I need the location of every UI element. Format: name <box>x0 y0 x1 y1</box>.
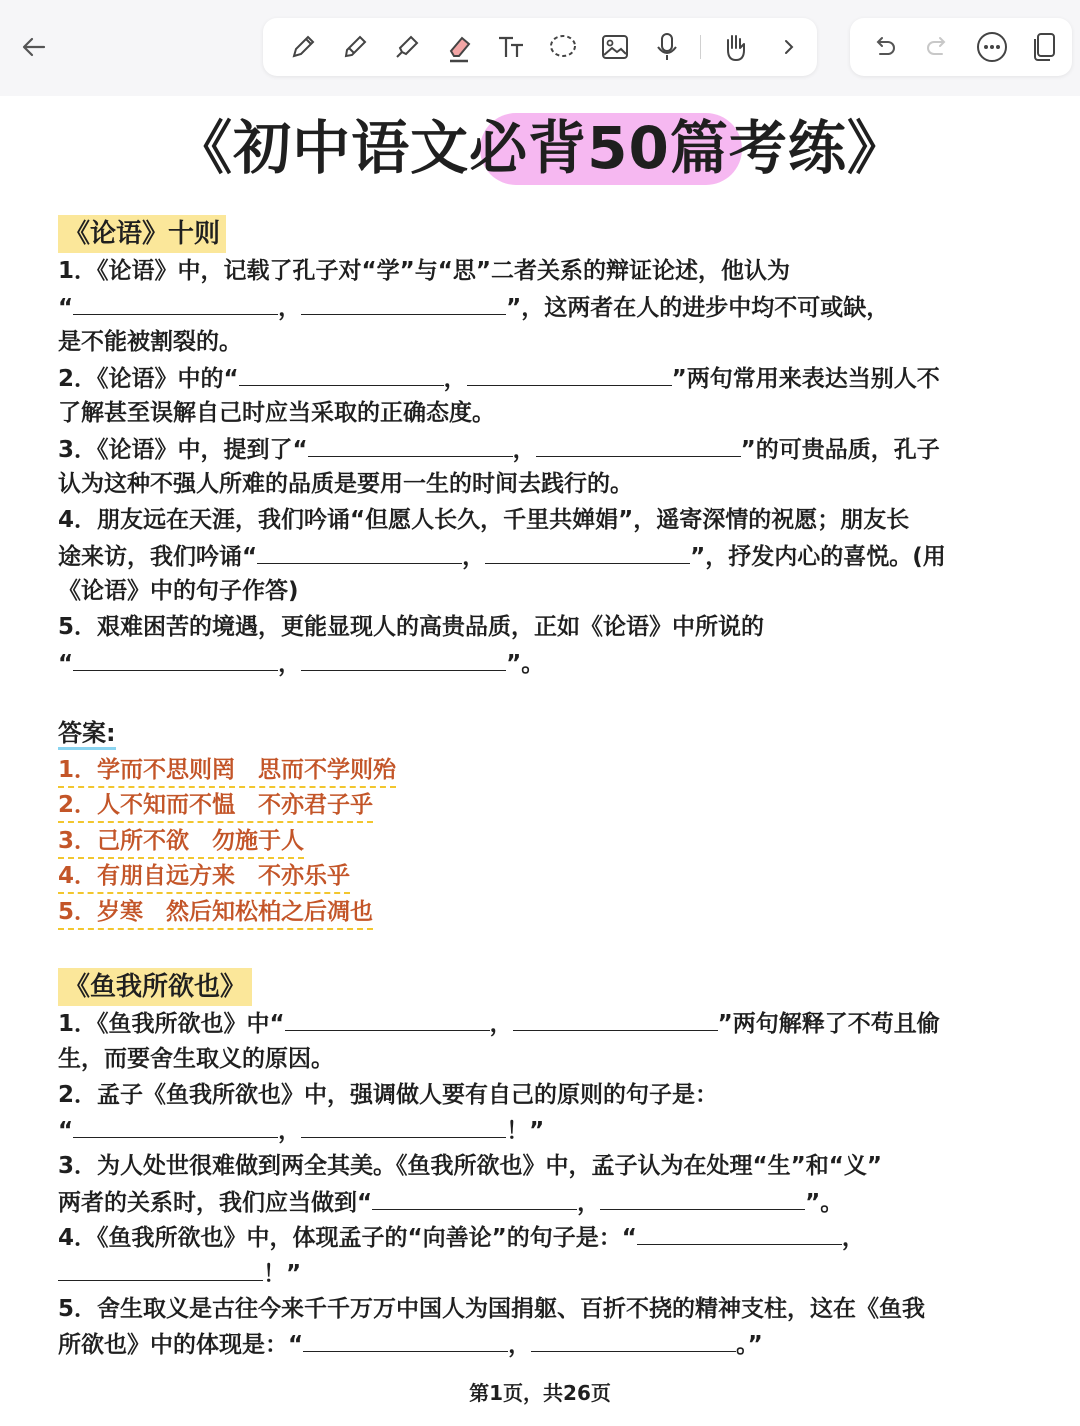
pages-icon <box>1028 30 1060 64</box>
voice-tool-button[interactable] <box>647 27 687 67</box>
answer-blank[interactable] <box>73 648 278 671</box>
page-title: 《初中语文必背50篇考练》 <box>174 114 906 182</box>
answer-blank[interactable] <box>536 434 741 457</box>
page-indicator: 第1页，共26页 <box>469 1381 611 1405</box>
redo-icon <box>924 33 952 61</box>
answer-blank[interactable] <box>301 1115 506 1138</box>
more-options-button[interactable] <box>972 27 1012 67</box>
answer-blank[interactable] <box>239 363 444 386</box>
answer-item: 4．有朋自远方来 不亦乐乎 <box>58 861 350 894</box>
answer-blank[interactable] <box>301 648 506 671</box>
undo-button[interactable] <box>864 27 904 67</box>
answer-blank[interactable] <box>372 1187 577 1210</box>
question-line: “ ， ”，这两者在人的进步中均不可或缺， <box>58 292 889 323</box>
chevron-right-icon <box>778 36 800 58</box>
answer-blank[interactable] <box>531 1329 736 1352</box>
answer-blank[interactable] <box>485 541 690 564</box>
pencil-tool-button[interactable] <box>335 27 375 67</box>
pen-tool-button[interactable] <box>283 27 323 67</box>
question-text: 4．朋友远在天涯，我们吟诵“但愿人长久，千里共婵娟”，遥寄深情的祝愿；朋友长 <box>58 507 910 533</box>
drawing-tools <box>263 18 817 76</box>
toolbar-divider <box>700 35 701 59</box>
answer-blank[interactable] <box>637 1222 842 1245</box>
document-actions <box>850 18 1072 76</box>
hand-tool-button[interactable] <box>715 27 755 67</box>
image-icon <box>598 30 632 64</box>
text-tool-icon <box>494 30 528 64</box>
question-line: 4．《鱼我所欲也》中，体现孟子的“向善论”的句子是：“ ， <box>58 1222 865 1253</box>
answer-blank[interactable] <box>257 541 462 564</box>
question-text: 是不能被割裂的。 <box>58 329 242 355</box>
undo-icon <box>870 33 898 61</box>
more-tools-button[interactable] <box>769 27 809 67</box>
answer-blank[interactable] <box>285 1008 490 1031</box>
question-text: 3．为人处世很难做到两全其美。《鱼我所欲也》中，孟子认为在处理“生”和“义” <box>58 1153 882 1179</box>
more-icon <box>975 30 1009 64</box>
question-line: 2．《论语》中的“ ， ”两句常用来表达当别人不 <box>58 363 940 394</box>
answer-item: 2．人不知而不愠 不亦君子乎 <box>58 790 373 823</box>
question-line: ！” <box>58 1258 301 1289</box>
question-line: “ ， ”。 <box>58 648 544 679</box>
lasso-tool-button[interactable] <box>543 27 583 67</box>
question-text: 认为这种不强人所难的品质是要用一生的时间去践行的。 <box>58 471 633 497</box>
redo-button[interactable] <box>918 27 958 67</box>
answer-blank[interactable] <box>73 292 278 315</box>
question-text: 5．艰难困苦的境遇，更能显现人的高贵品质，正如《论语》中所说的 <box>58 614 765 640</box>
microphone-icon <box>650 30 684 64</box>
answer-item: 1．学而不思则罔 思而不学则殆 <box>58 755 396 788</box>
highlighter-icon <box>390 30 424 64</box>
question-line: 所欲也》中的体现是：“ ， 。” <box>58 1329 763 1360</box>
answers-label: 答案: <box>58 717 116 749</box>
toolbar <box>0 0 1080 96</box>
hand-icon <box>718 30 752 64</box>
answer-blank[interactable] <box>301 292 506 315</box>
answer-item: 5．岁寒 然后知松柏之后凋也 <box>58 897 373 930</box>
highlighter-tool-button[interactable] <box>387 27 427 67</box>
answer-blank[interactable] <box>303 1329 508 1352</box>
section-heading-lunyu: 《论语》十则 <box>58 215 226 253</box>
answer-blank[interactable] <box>308 434 513 457</box>
question-text: 2．孟子《鱼我所欲也》中，强调做人要有自己的原则的句子是： <box>58 1082 719 1108</box>
question-text: 《论语》中的句子作答) <box>58 578 299 604</box>
arrow-left-icon <box>20 33 48 61</box>
eraser-tool-button[interactable] <box>439 27 479 67</box>
answer-blank[interactable] <box>73 1115 278 1138</box>
question-line: 3．《论语》中，提到了“ ， ”的可贵品质，孔子 <box>58 434 940 465</box>
answer-blank[interactable] <box>58 1258 263 1281</box>
question-text: 了解甚至误解自己时应当采取的正确态度。 <box>58 400 495 426</box>
question-text: 5．舍生取义是古往今来千千万万中国人为国捐躯、百折不挠的精神支柱，这在《鱼我 <box>58 1296 926 1322</box>
question-line: “ ， ！” <box>58 1115 544 1146</box>
answer-item: 3．己所不欲 勿施于人 <box>58 826 304 859</box>
back-button[interactable] <box>6 18 62 76</box>
section-heading-yuwosuoyuye: 《鱼我所欲也》 <box>58 968 252 1006</box>
answer-blank[interactable] <box>467 363 672 386</box>
question-line: 两者的关系时，我们应当做到“ ， ”。 <box>58 1187 843 1218</box>
pen-icon <box>286 30 320 64</box>
question-line: 途来访，我们吟诵“ ， ”，抒发内心的喜悦。(用 <box>58 541 946 572</box>
pages-button[interactable] <box>1024 27 1064 67</box>
eraser-icon <box>442 30 476 64</box>
answer-blank[interactable] <box>513 1008 718 1031</box>
image-tool-button[interactable] <box>595 27 635 67</box>
answer-blank[interactable] <box>600 1187 805 1210</box>
question-text: 生，而要舍生取义的原因。 <box>58 1046 334 1072</box>
question-text: 1．《论语》中，记载了孔子对“学”与“思”二者关系的辩证论述，他认为 <box>58 258 790 284</box>
question-line: 1．《鱼我所欲也》中“ ， ”两句解释了不苟且偷 <box>58 1008 940 1039</box>
pencil-icon <box>338 30 372 64</box>
text-tool-button[interactable] <box>491 27 531 67</box>
lasso-icon <box>546 30 580 64</box>
